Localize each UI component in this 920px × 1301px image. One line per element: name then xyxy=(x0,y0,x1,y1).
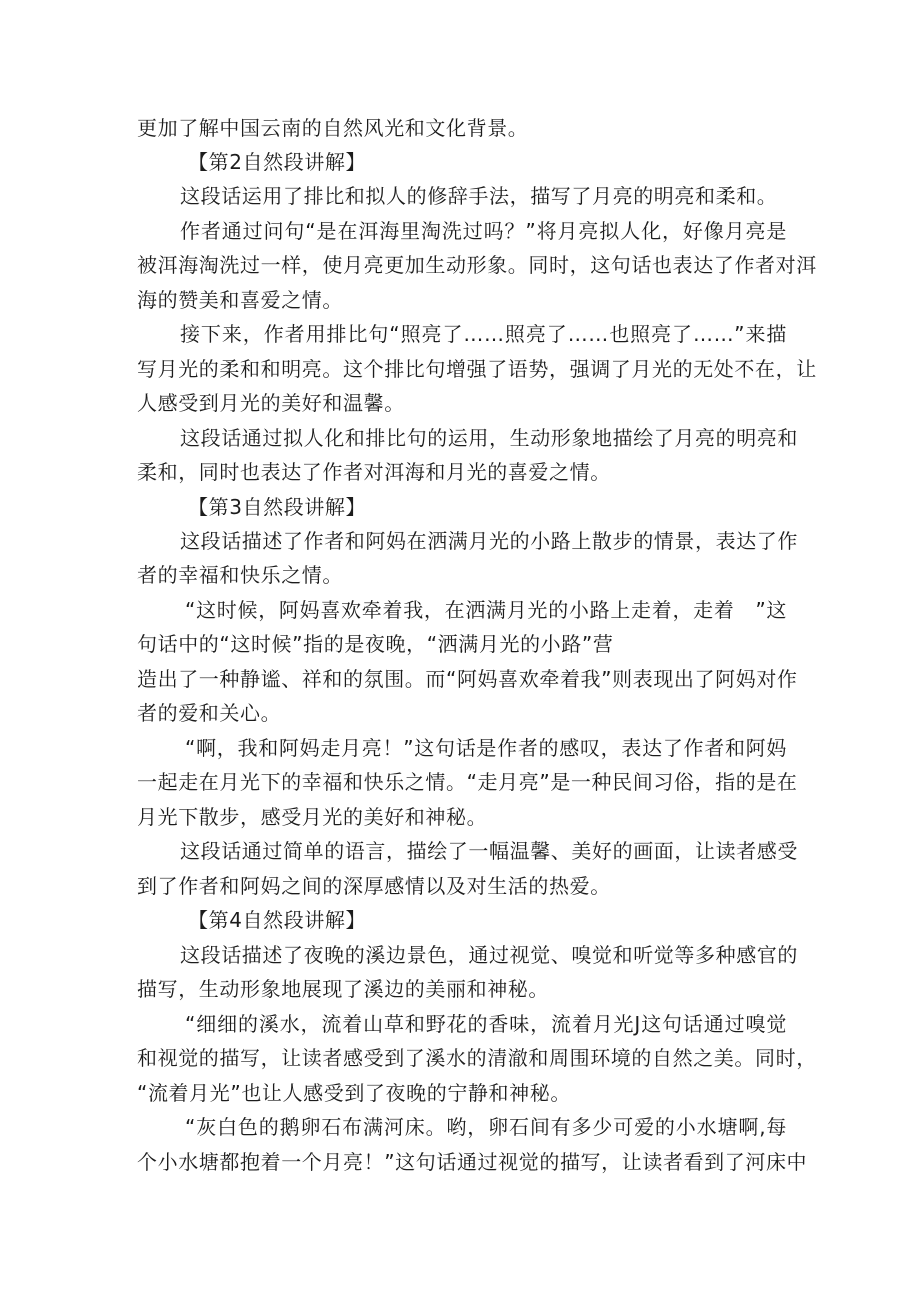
text-line: 和视觉的描写，让读者感受到了溪水的清澈和周围环境的自然之美。同时， xyxy=(137,1046,817,1070)
text-line: 这段话通过简单的语言，描绘了一幅温馨、美好的画面，让读者感受 xyxy=(180,839,798,863)
text-line: 者的爱和关心。 xyxy=(137,701,282,725)
text-line: 海的赞美和喜爱之情。 xyxy=(137,288,343,312)
text-line: 月光下散步，感受月光的美好和神秘。 xyxy=(137,805,488,829)
text-line: 造出了一种静谧、祥和的氛围。而“阿妈喜欢牵着我”则表现出了阿妈对作 xyxy=(137,667,798,691)
text-line: “这时候，阿妈喜欢牵着我，在洒满月光的小路上走着，走着 ”这 xyxy=(185,598,787,622)
text-line: “啊，我和阿妈走月亮！”这句话是作者的感叹，表达了作者和阿妈 xyxy=(185,736,787,760)
text-line: “灰白色的鹅卵石布满河床。哟，卵石间有多少可爱的小水塘啊,每 xyxy=(185,1115,787,1139)
text-line: 描写，生动形象地展现了溪边的美丽和神秘。 xyxy=(137,977,549,1001)
text-line: 接下来，作者用排比句“照亮了……照亮了……也照亮了……”来描 xyxy=(180,322,787,346)
text-line: 到了作者和阿妈之间的深厚感情以及对生活的热爱。 xyxy=(137,874,611,898)
section-heading: 【第2自然段讲解】 xyxy=(188,150,367,174)
text-line: 作者通过问句“是在洱海里淘洗过吗？”将月亮拟人化，好像月亮是 xyxy=(180,219,787,243)
text-line: 这段话通过拟人化和排比句的运用，生动形象地描绘了月亮的明亮和 xyxy=(180,426,798,450)
section-heading: 【第3自然段讲解】 xyxy=(188,495,367,519)
text-line: 者的幸福和快乐之情。 xyxy=(137,563,343,587)
text-line: 这段话描述了作者和阿妈在洒满月光的小路上散步的情景，表达了作 xyxy=(180,529,798,553)
text-line: 这段话运用了排比和拟人的修辞手法，描写了月亮的明亮和柔和。 xyxy=(180,184,778,208)
text-line: 被洱海淘洗过一样，使月亮更加生动形象。同时，这句话也表达了作者对洱 xyxy=(137,253,817,277)
section-heading: 【第4自然段讲解】 xyxy=(188,908,367,932)
text-line: 句话中的“这时候”指的是夜晚，“洒满月光的小路”营 xyxy=(137,632,614,656)
text-line: 柔和，同时也表达了作者对洱海和月光的喜爱之情。 xyxy=(137,460,611,484)
text-line: 这段话描述了夜晚的溪边景色，通过视觉、嗅觉和听觉等多种感官的 xyxy=(180,943,798,967)
text-line: 写月光的柔和和明亮。这个排比句增强了语势，强调了月光的无处不在，让 xyxy=(137,357,817,381)
text-line: 个小水塘都抱着一个月亮！”这句话通过视觉的描写，让读者看到了河床中 xyxy=(137,1150,808,1174)
text-line: “流着月光”也让人感受到了夜晚的宁静和神秘。 xyxy=(137,1081,571,1105)
text-line: 一起走在月光下的幸福和快乐之情。“走月亮”是一种民间习俗，指的是在 xyxy=(137,770,798,794)
text-line: 人感受到月光的美好和温馨。 xyxy=(137,391,405,415)
text-line: 更加了解中国云南的自然风光和文化背景。 xyxy=(137,116,529,140)
text-line: “细细的溪水，流着山草和野花的香味，流着月光J这句话通过嗅觉 xyxy=(185,1012,787,1036)
